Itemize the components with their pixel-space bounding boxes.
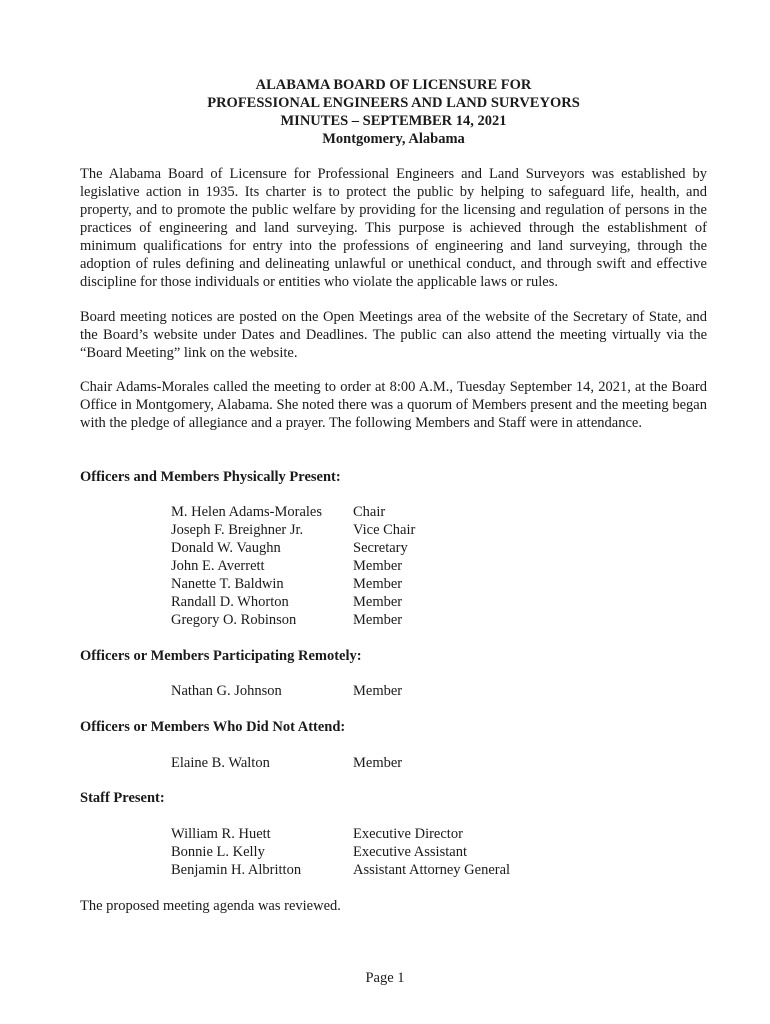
member-name: Gregory O. Robinson <box>171 612 297 628</box>
roster-row <box>171 754 402 772</box>
roster-row <box>171 593 415 611</box>
member-name: Nathan G. Johnson <box>171 683 282 699</box>
roster-row <box>171 843 510 861</box>
absent-heading: Officers or Members Who Did Not Attend: <box>80 719 346 735</box>
page-number: Page 1 <box>365 970 405 986</box>
roster-row <box>171 861 510 879</box>
header-line-minutes: MINUTES – SEPTEMBER 14, 2021 <box>280 113 507 129</box>
roster-row <box>171 539 415 557</box>
member-name: Donald W. Vaughn <box>171 540 281 556</box>
staff-heading: Staff Present: <box>80 790 165 806</box>
staff-name: Bonnie L. Kelly <box>171 844 265 860</box>
present-roster <box>171 503 415 629</box>
member-name: Joseph F. Breighner Jr. <box>171 522 304 538</box>
member-name: Elaine B. Walton <box>171 755 270 771</box>
header-line-board: ALABAMA BOARD OF LICENSURE FOR <box>255 77 532 93</box>
roster-row <box>171 503 415 521</box>
call-to-order-paragraph: Chair Adams-Morales called the meeting to order at 8:00 A.M., Tuesday September 14, 2021, at the Board Office in Montgomery, Alabama. She noted there was a quorum of Members present and the meeting began with the pledge of allegiance and a prayer. The following Members and Staff were in attendance. <box>80 379 707 431</box>
roster-row <box>171 682 402 700</box>
roster-row <box>171 611 415 629</box>
member-name: M. Helen Adams-Morales <box>171 504 323 520</box>
intro-paragraph: The Alabama Board of Licensure for Professional Engineers and Land Surveyors was established by legislative action in 1935. Its charter is to protect the public by helping to safeguard life, health, and property, and to promote the public welfare by providing for the licensing and regulation of persons in the practices of engineering and land surveying. This purpose is achieved through the establishment of minimum qualifications for entry into the professions of engineering and land surveying, through the adoption of rules defining and delineating unlawful or unethical conduct, and through swift and effective discipline for those individuals or entities who violate the applicable laws or rules. <box>80 166 707 290</box>
header-line-profession: PROFESSIONAL ENGINEERS AND LAND SURVEYORS <box>207 95 580 111</box>
staff-name: Benjamin H. Albritton <box>171 862 302 878</box>
staff-name: William R. Huett <box>171 826 271 842</box>
staff-role: Executive Director <box>353 826 463 842</box>
remote-heading: Officers or Members Participating Remotely: <box>80 648 362 664</box>
document-header <box>80 76 707 148</box>
member-name: John E. Averrett <box>171 558 265 574</box>
member-role: Member <box>353 683 403 699</box>
remote-roster <box>171 682 402 700</box>
present-heading: Officers and Members Physically Present: <box>80 469 341 485</box>
notices-paragraph: Board meeting notices are posted on the Open Meetings area of the website of the Secretary of State, and the Board’s website under Dates and Deadlines. The public can also attend the meeting virtually via the “Board Meeting” link on the website. <box>80 309 707 361</box>
header-line-location: Montgomery, Alabama <box>322 131 465 147</box>
staff-roster <box>171 825 510 879</box>
member-role: Member <box>353 558 403 574</box>
agenda-paragraph: The proposed meeting agenda was reviewed. <box>80 898 341 914</box>
member-role: Member <box>353 755 403 771</box>
roster-row <box>171 575 415 593</box>
member-role: Secretary <box>353 540 408 556</box>
staff-role: Assistant Attorney General <box>353 862 511 878</box>
member-role: Vice Chair <box>353 522 416 538</box>
member-role: Member <box>353 594 403 610</box>
member-role: Member <box>353 576 403 592</box>
member-name: Randall D. Whorton <box>171 594 289 610</box>
member-role: Member <box>353 612 403 628</box>
roster-row <box>171 521 415 539</box>
staff-role: Executive Assistant <box>353 844 467 860</box>
member-role: Chair <box>353 504 386 520</box>
roster-row <box>171 557 415 575</box>
roster-row <box>171 825 510 843</box>
member-name: Nanette T. Baldwin <box>171 576 284 592</box>
absent-roster <box>171 754 402 772</box>
